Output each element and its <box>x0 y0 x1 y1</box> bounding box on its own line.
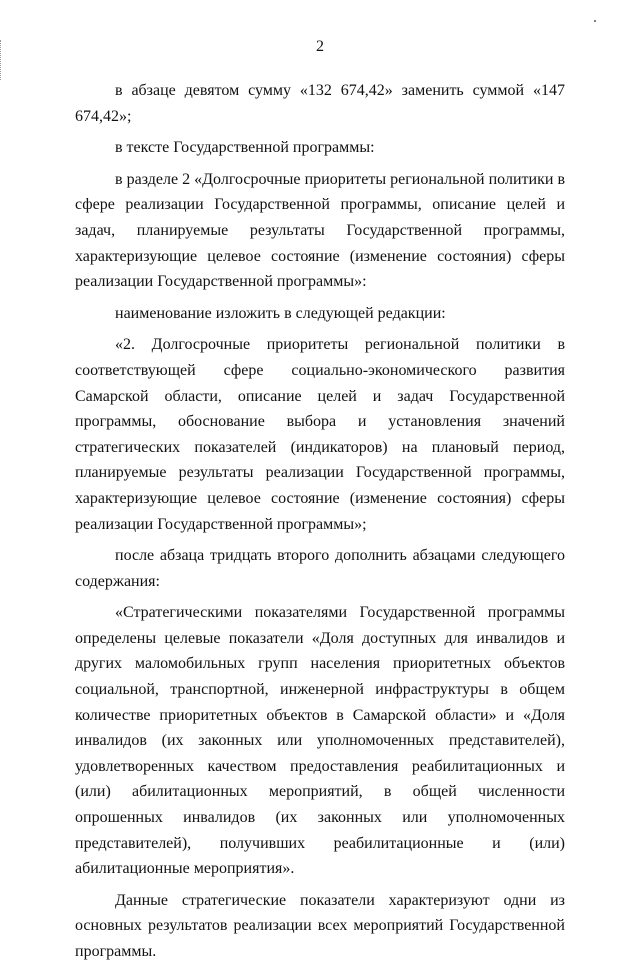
paragraph: в тексте Государственной программы: <box>115 139 375 157</box>
paragraph: после абзаца тридцать второго дополнить абзацами следующего содержания: <box>75 547 565 590</box>
paragraph: наименование изложить в следующей редакции: <box>115 304 446 322</box>
document-body <box>75 78 565 965</box>
paragraph: в разделе 2 «Долгосрочные приоритеты региональной политики в сфере реализации Государственной программы, описание целей и задач, планируемые результаты Государственной программы, характеризующие целевое состояние (изменение состояния) сферы реализации Государственной программы»: <box>75 170 565 291</box>
paragraph: в абзаце девятом сумму «132 674,42» заменить суммой «147 674,42»; <box>75 82 565 125</box>
page-number: 2 <box>316 38 324 55</box>
paragraph: «2. Долгосрочные приоритеты региональной политики в соответствующей сфере социально-экономического развития Самарской области, описание целей и задач Государственной программы, обоснование выбора и установления значений стратегических показателей (индикаторов) на плановый период, планируемые результаты реализации Государственной программы, характеризующие целевое состояние (изменение состояния) сферы реализации Государственной программы»; <box>75 336 565 533</box>
paragraph: Данные стратегические показатели характеризуют одни из основных результатов реализации всех мероприятий Государственной программы. <box>75 891 565 960</box>
paragraph: «Стратегическими показателями Государственной программы определены целевые показатели «Доля доступных для инвалидов и других маломобильных групп населения приоритетных объектов социальной, транспортной, инженерной инфраструктуры в общем количестве приоритетных объектов в Самарской области» и «Доля инвалидов (их законных или уполномоченных представителей), удовлетворенных качеством предоставления реабилитационных и (или) абилитационных мероприятий, в общей численности опрошенных инвалидов (их законных или уполномоченных представителей), получивших реабилитационные и (или) абилитационные мероприятия». <box>75 604 565 878</box>
scan-speck <box>594 20 596 22</box>
